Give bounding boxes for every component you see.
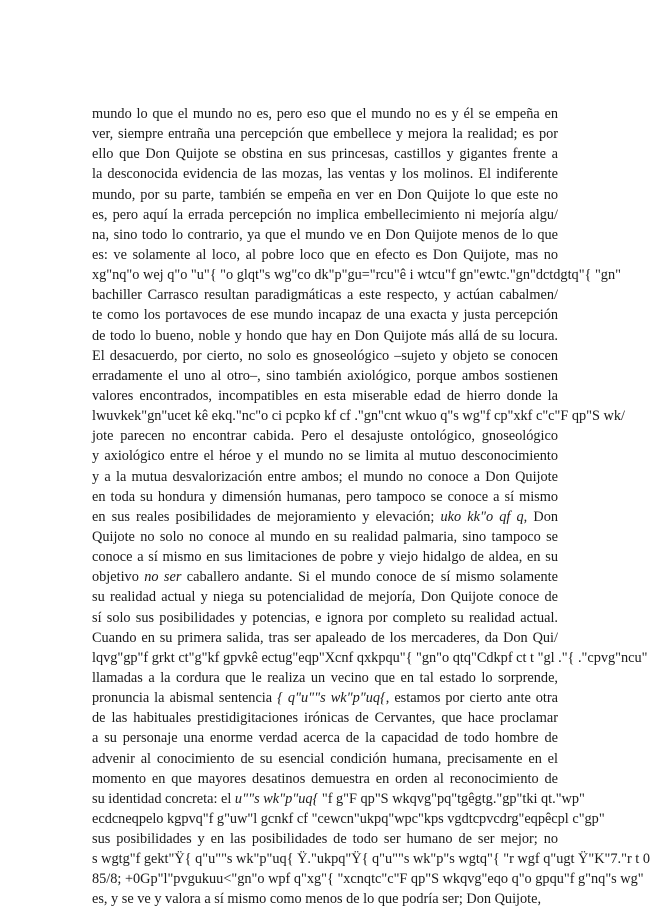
text-segment: "f g"F qp"S wkqvg"pq"tgêgtg."gp"tki qt."wp" [318, 790, 585, 807]
text-line [92, 608, 558, 628]
text-segment: s wgtg"f gekt"Ÿ{ q"u""s wk"p"uq{ Ÿ."ukpq"Ÿ{ q"u""s wk"p"s wgtq"{ "r wgf q"ugt Ÿ"K"7."r t 0 [92, 851, 650, 868]
text-segment: momento en que mayores desatinos demuestra en orden al reconocimiento de [92, 770, 558, 787]
text-segment: na, sino todo lo contrario, ya que el mundo ve en Don Quijote menos de lo que [92, 226, 558, 243]
text-line [92, 688, 558, 708]
text-segment: y a la mutua desvalorización entre ambos; el mundo no conoce a Don Quijote [92, 468, 558, 485]
italic-segment: no ser [144, 569, 182, 586]
text-segment: su identidad concreta: el [92, 790, 235, 807]
text-line [92, 144, 558, 164]
text-segment: de todo lo bueno, noble y hondo que hay en Don Quijote más allá de su locura. [92, 327, 558, 344]
text-line [92, 406, 625, 426]
text-segment: a su personaje una enorme verdad acerca de la capacidad de todo hombre de [92, 730, 558, 747]
text-segment: en sus reales posibilidades de mejoramiento y elevación; [92, 508, 441, 525]
text-line [92, 124, 558, 144]
body-text [92, 104, 650, 910]
text-line [92, 245, 558, 265]
text-segment: es, pero aquí la errada percepción no implica embellecimiento ni mejoría algu/ [92, 206, 558, 223]
text-line [92, 809, 605, 829]
text-segment: lqvg"gp"f grkt ct"g"kf gpvkê ectug"eqp"Xcnf qxkpqu"{ "gn"o qtq"Cdkpf ct t "gl ."{ ."cpvg"ncu" [92, 649, 648, 666]
text-segment: llamadas a la cordura que le realiza un vecino que en tal estado lo sorprende, [92, 669, 558, 686]
text-segment: ecdcneqpelo kgpvq"f g"uw"l gcnkf cf "cewcn"ukpq"wpc"kps vgdtcpvcdrg"eqpêcpl c"gp" [92, 810, 605, 827]
text-segment: caballero andante. Si el mundo conoce de sí mismo solamente [181, 569, 558, 586]
text-segment: de las habituales prestidigitaciones irónicas de Cervantes, que hace proclamar [92, 710, 558, 727]
text-line [92, 487, 558, 507]
text-segment: El desacuerdo, por cierto, no solo es gnoseológico –sujeto y objeto se conocen [92, 347, 558, 364]
text-line [92, 446, 558, 466]
text-line [92, 889, 558, 909]
text-segment: es, y se ve y valora a sí mismo como menos de lo que podría ser; Don Quijote, [92, 891, 542, 908]
text-line [92, 185, 558, 205]
text-segment: xg"nq"o wej q"o "u"{ "o glqt"s wg"co dk"p"gu="rcu"ê i wtcu"f gn"ewtc."gn"dctdgtq"{ "gn" [92, 267, 621, 284]
text-line [92, 628, 558, 648]
text-line [92, 708, 558, 728]
text-line [92, 648, 648, 668]
text-segment: Cuando en su primera salida, tras ser apaleado de los mercaderes, da Don Qui/ [92, 629, 558, 646]
text-segment: objetivo [92, 569, 145, 586]
text-segment: sus posibilidades y en las posibilidades de todo ser humano de ser mejor; no [92, 831, 558, 848]
text-segment: jote parecen no encontrar cabida. Pero el desajuste ontológico, gnoseológico [92, 428, 558, 445]
text-segment: advenir al conocimiento de su esencial condición humana, precisamente en el [92, 750, 558, 767]
text-segment: la desconocida evidencia de las mozas, las ventas y los molinos. El indiferente [92, 166, 558, 183]
text-line [92, 567, 558, 587]
text-line [92, 587, 558, 607]
italic-segment: { q"u""s wk"p"uq{ [277, 690, 386, 707]
text-segment: es: ve solamente al loco, al pobre loco que en efecto es Don Quijote, mas no [92, 246, 558, 263]
text-line [92, 547, 558, 567]
text-line [92, 265, 621, 285]
text-line [92, 164, 558, 184]
italic-segment: uko kk"o qf q [440, 508, 524, 525]
text-segment: en toda su hondura y dimensión humanas, pero tampoco se conoce a sí mismo [92, 488, 558, 505]
text-line [92, 749, 558, 769]
italic-segment: u""s wk"p"uq{ [234, 790, 319, 807]
text-segment: mundo, por su parte, también se empeña en ver en Don Quijote lo que este no [92, 186, 558, 203]
text-line [92, 305, 558, 325]
text-line [92, 326, 558, 346]
text-line [92, 728, 558, 748]
text-segment: 85/8; +0Gp"l"pvgukuu<"gn"o wpf q"xg"{ "xcnqtc"c"F qp"S wkqvg"eqo q"o gpqu"f g"nq"s wg" [92, 871, 644, 888]
text-line [92, 668, 558, 688]
text-line [92, 386, 558, 406]
text-line [92, 366, 558, 386]
text-segment: te como los portavoces de ese mundo incapaz de una exacta y justa percepción [92, 307, 558, 324]
text-segment: , estamos por cierto ante otra [385, 690, 559, 707]
text-segment: mundo lo que el mundo no es, pero eso que el mundo no es y él se empeña en [92, 106, 558, 122]
text-line [92, 285, 558, 305]
text-segment: conoce a sí mismo en sus limitaciones de pobre y viejo hidalgo de aldea, en su [92, 549, 558, 566]
text-line [92, 769, 558, 789]
text-line [92, 527, 558, 547]
text-line [92, 104, 558, 124]
text-line [92, 225, 558, 245]
text-segment: y axiológico entre el héroe y el mundo no se limita al mutuo desconocimiento [92, 448, 558, 465]
text-line [92, 869, 644, 889]
text-segment: su realidad actual y niega su potencialidad de mejoría, Don Quijote conoce de [92, 589, 558, 606]
text-segment: Quijote no solo no conoce al mundo en su realidad palmaria, sino tampoco se [92, 528, 558, 545]
text-segment: pronuncia la abismal sentencia [92, 690, 278, 707]
text-segment: ello que Don Quijote se obstina en sus princesas, castillos y gigantes frente a [92, 146, 558, 163]
text-segment: erradamente el uno al otro–, sino también axiológico, porque ambos sostienen [92, 367, 558, 384]
text-line [92, 205, 558, 225]
text-line [92, 467, 558, 487]
text-segment: ver, siempre entraña una percepción que embellece y mejora la realidad; es por [92, 126, 558, 143]
text-line [92, 507, 558, 527]
text-line [92, 346, 558, 366]
text-segment: lwuvkek"gn"ucet kê ekq."nc"o ci pcpko kf cf ."gn"cnt wkuo q"s wg"f cp"xkf c"c"F qp"S wk/ [92, 408, 625, 425]
text-segment: sí solo sus posibilidades y potencias, e ignora por completo su realidad actual. [92, 609, 558, 626]
text-line [92, 829, 558, 849]
text-line [92, 789, 585, 809]
text-segment: valores encontrados, incompatibles en esta miserable edad de hierro donde la [92, 387, 558, 404]
text-line [92, 849, 650, 869]
text-segment: bachiller Carrasco resultan paradigmáticas a este respecto, y actúan cabalmen/ [92, 287, 558, 304]
text-line [92, 426, 558, 446]
text-segment: , Don [523, 508, 558, 525]
